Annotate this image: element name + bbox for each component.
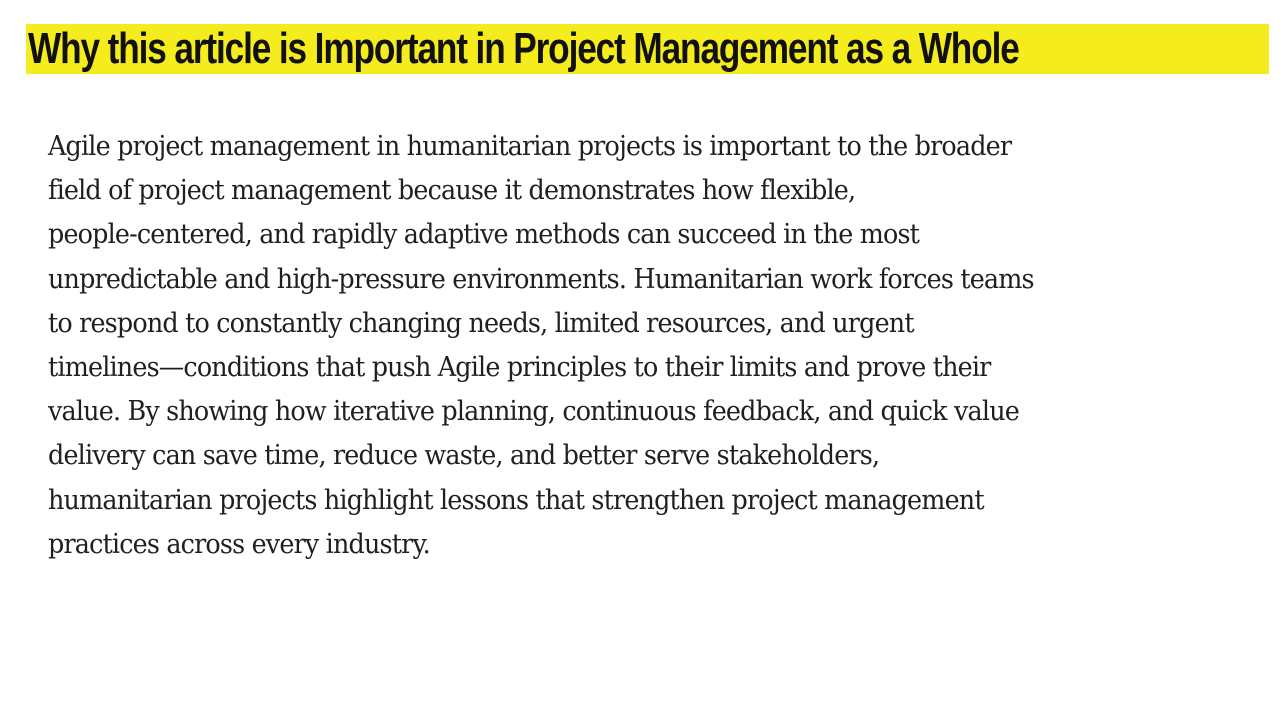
title-highlight bbox=[26, 24, 1269, 74]
paragraph-line: delivery can save time, reduce waste, and better serve stakeholders, bbox=[48, 439, 880, 472]
article-paragraph bbox=[48, 124, 1248, 566]
paragraph-line: Agile project management in humanitarian projects is important to the broader bbox=[48, 130, 1012, 162]
paragraph-line: field of project management because it demonstrates how flexible, bbox=[48, 174, 856, 207]
paragraph-line: value. By showing how iterative planning, continuous feedback, and quick value bbox=[48, 395, 1019, 428]
paragraph-line: unpredictable and high-pressure environments. Humanitarian work forces teams bbox=[48, 262, 1034, 295]
paragraph-line: people-centered, and rapidly adaptive methods can succeed in the most bbox=[48, 218, 920, 251]
page-title: Why this article is Important in Project Management as a Whole bbox=[28, 24, 1019, 73]
paragraph-line: practices across every industry. bbox=[48, 527, 430, 560]
paragraph-line: to respond to constantly changing needs, limited resources, and urgent bbox=[48, 306, 914, 339]
paragraph-line: timelines—conditions that push Agile principles to their limits and prove their bbox=[48, 351, 991, 384]
paragraph-line: humanitarian projects highlight lessons that strengthen project management bbox=[48, 483, 984, 516]
